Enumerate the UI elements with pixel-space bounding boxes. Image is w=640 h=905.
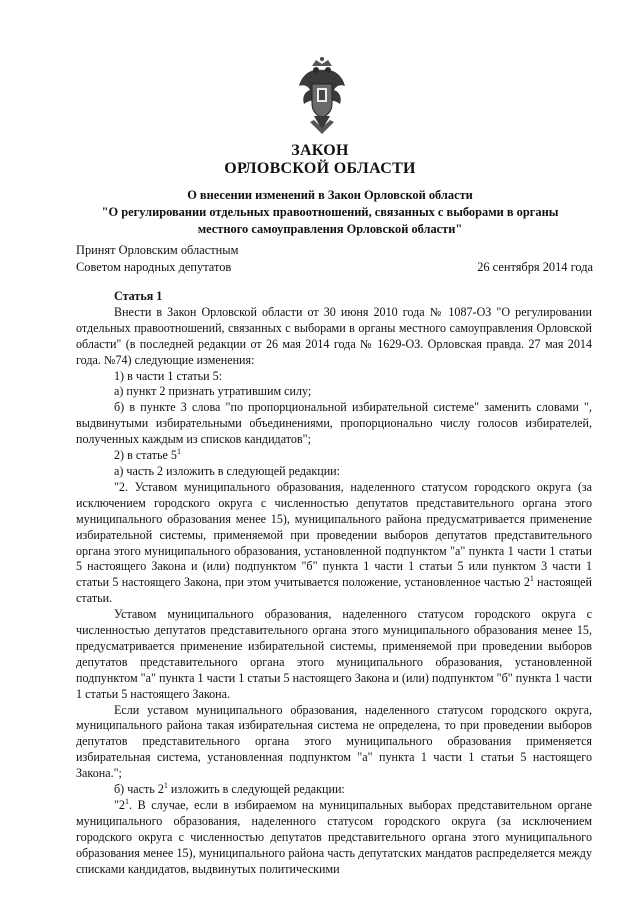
paragraph: Если уставом муниципального образования, наделенного статусом городского округа, муниципального района такая избирательная система не определена, то при проведении выборов депутатов представительного органа этого муниципального образования применяется избирательная система, установленная подпунктом "а" пункта 1 части 1 статьи 5 настоящего Закона."; bbox=[76, 702, 592, 781]
paragraph: а) часть 2 изложить в следующей редакции: bbox=[114, 463, 340, 478]
paragraph-text: настоящей статьи. bbox=[76, 575, 593, 606]
adoption-line: Принят Орловским областным bbox=[76, 243, 239, 257]
paragraph-text: б) часть 2 bbox=[114, 782, 164, 797]
paragraph: Внести в Закон Орловской области от 30 июня 2010 года № 1087-ОЗ "О регулировании отдельных правоотношений, связанных с выборами в органы местного самоуправления Орловской области" (в последней редакции от 26 мая 2014 года № 1629-ОЗ. Орловская правда. 27 мая 2014 года. №74) следующие изменения: bbox=[76, 304, 592, 367]
paragraph: а) пункт 2 признать утратившим силу; bbox=[114, 384, 312, 399]
paragraph: Уставом муниципального образования, наделенного статусом городского округа с численностью депутатов представительного органа этого муниципального образования менее 15, предусматривается применение избирательной системы, применяемой при проведении выборов депутатов представительного органа этого муниципального образования, установленной подпунктом "а" пункта 1 части 1 статьи 5 настоящего Закона и (или) подпунктом "б" пункта 1 части 1 статьи 5 настоящего Закона. bbox=[76, 607, 592, 701]
paragraph-text: "2. Уставом муниципального образования, наделенного статусом городского округа (за исключением городского округа с численностью депутатов представительного органа этого муниципального образования менее 15), муниципального района предусматривается применение избирательной системы, применяемой при проведении выборов депутатов представительного органа этого муниципального образования, установленной подпунктом "а" пункта 1 части 1 статьи 5 настоящего Закона и (или) подпунктом "б" пункта 1 части 1 статьи 5 или пунктом 3 части 1 статьи 5 настоящего Закона, при этом учитывается положение, установленное частью 2 bbox=[76, 479, 592, 590]
document-title: ЗАКОН bbox=[291, 142, 349, 159]
adoption-line: Советом народных депутатов bbox=[76, 260, 232, 274]
coat-of-arms-emblem bbox=[296, 56, 348, 136]
paragraph-text: "2 bbox=[114, 798, 125, 812]
paragraph bbox=[76, 448, 592, 464]
adoption-block bbox=[76, 242, 238, 276]
superscript: 1 bbox=[163, 781, 168, 791]
paragraph bbox=[76, 480, 592, 607]
article-body bbox=[76, 289, 592, 878]
paragraph bbox=[76, 782, 592, 798]
subtitle-line: О внесении изменений в Закон Орловской области bbox=[187, 188, 473, 202]
superscript: 1 bbox=[124, 796, 129, 806]
document-subtitle bbox=[70, 187, 590, 238]
paragraph-text: 2) в статье 5 bbox=[114, 448, 177, 463]
superscript: 1 bbox=[176, 447, 181, 457]
superscript: 1 bbox=[529, 574, 534, 584]
subtitle-line: "О регулировании отдельных правоотношений, связанных с выборами в органы bbox=[101, 205, 559, 219]
paragraph-text: изложить в следующей редакции: bbox=[167, 782, 345, 797]
adoption-date: 26 сентября 2014 года bbox=[477, 260, 593, 274]
subtitle-line: местного самоуправления Орловской области" bbox=[197, 222, 463, 236]
paragraph: б) в пункте 3 слова "по пропорциональной избирательной системе" заменить словами ", выдвинутыми избирательными объединениями, пропорционально числу голосов избирателей, полученных каждым из списков кандидатов"; bbox=[76, 400, 592, 447]
document-title-region: ОРЛОВСКОЙ ОБЛАСТИ bbox=[224, 160, 416, 177]
paragraph: 1) в части 1 статьи 5: bbox=[114, 368, 223, 383]
paragraph bbox=[76, 798, 592, 878]
article-heading: Статья 1 bbox=[114, 289, 163, 303]
paragraph-text: . В случае, если в избираемом на муниципальных выборах представительном органе муниципального образования, наделенного статусом городского округа (за исключением городского округа с численностью депутатов представительного органа этого муниципального образования менее 15), муниципального района часть депутатских мандатов распределяется между списками кандидатов, выдвинутых политическими bbox=[76, 798, 592, 876]
